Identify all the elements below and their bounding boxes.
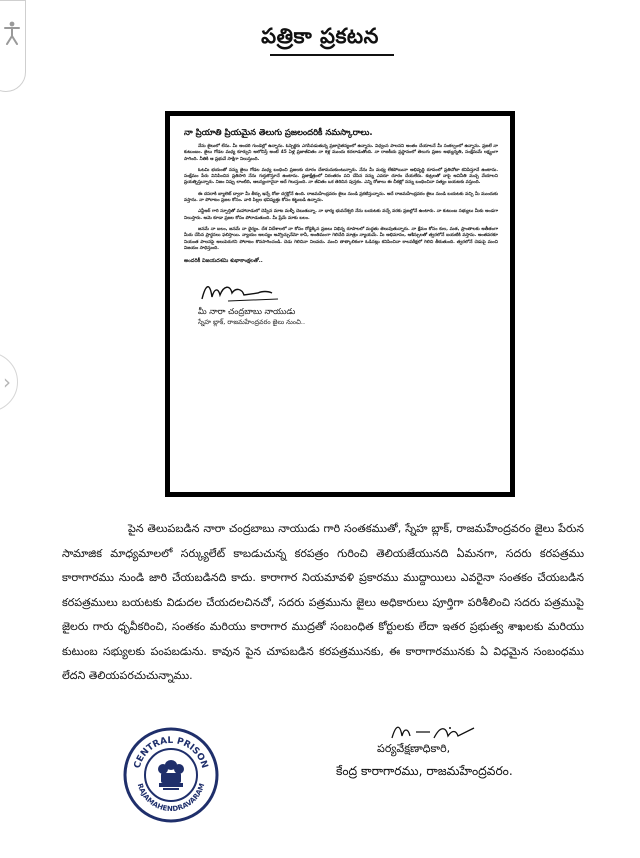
lion-emblem-icon	[158, 760, 184, 790]
letter-paragraph-4: ఎన్టీఆర్ గారి స్ఫూర్తితో మహానాడులో చెప్పిన మాట మళ్ళీ చెబుతున్నా. నా భార్య భువనేశ్వరి నేను బయటకు వచ్చే వరకు ప్రజల్లోనే ఉంటారు. నా కుటుంబ సభ్యులు మీకు అండగా నిలుస్తారు. ఆమె కూడా ప్రజల కోసం పోరాడుతుంది. మీ ప్రేమే మాకు బలం.	[184, 209, 498, 221]
letter-closing: అందరికీ విజయదశమి శుభాకాంక్షలతో..	[184, 258, 263, 265]
letter-image-box	[165, 111, 515, 497]
letter-paragraph-5: జనమే నా బలం, జనమే నా ధైర్యం. దేశ విదేశాలలో నా కోసం రోడ్డెక్కిన ప్రజలు విభిన్న రూపాలలో మద్దతు తెలుపుతున్నారు. నా క్షేమం కోసం కుల, మత, ప్రాంతాలకు అతీతంగా మీరు చేసిన ప్రార్థనలు ఫలిస్తాయి. న్యాయం ఆలస్యం అవ్వొచ్చునేమో కానీ, అంతిమంగా గెలిచేది మాత్రం న్యాయమే. మీ అభిమానం, ఆశీస్సులతో త్వరలోనే బయటికి వస్తాను. అంతవరకూ నియంత పాలనపై అలుపెరుగని పోరాటం కొనసాగించండి. చెడు గెలిచినా నిలవదు. మంచి తాత్కాలికంగా ఓడినట్లు కనిపించినా కాలపరీక్షలో గెలిచి తీరుతుంది. త్వరలోనే చెడుపై మంచి విజయం సాధిస్తుంది.	[184, 226, 498, 251]
letter-signature	[198, 279, 498, 305]
letter-salutation: నా ప్రియాతి ప్రియమైన తెలుగు ప్రజలందరికీ నమస్కారాలు.	[184, 127, 373, 137]
letter-paragraph-3: ఈ దసరాకి బ్యాలెట్ ద్వారా మీ తీర్పు ఇచ్చే రోజు దగ్గర్లోనే ఉంది. రాజమహేంద్రవరం జైలు నుండి ప్రకటిస్తున్నాను. అదే రాజమహేంద్రవరం జైలు నుండి బయటకు వచ్చి మీ ముందుకు వస్తాను. నా పోరాటం ప్రజల కోసం. వారి పిల్లల భవిష్యత్తు కోసం కట్టుబడి ఉన్నాను.	[184, 191, 498, 204]
officer-designation: పర్యవేక్షణాధికారి,	[377, 742, 451, 755]
seal-bottom-text: RAJAMAHENDRAVARAM	[135, 782, 207, 814]
notice-paragraph: పైన తెలుపబడిన నారా చంద్రబాబు నాయుడు గారి సంతకముతో, స్నేహ బ్లాక్, రాజమహేంద్రవరం జైలు పేరున సామాజిక మాధ్యమాలలో సర్క్యులేట్ కాబడుచున్న కరపత్రం గురించి తెలియజేయునది ఏమనగా, సదరు కరపత్రము కారాగారము నుండి జారి చేయబడినది కాదు. కారాగార నియమావళి ప్రకారము ముద్దాయిలు ఎవరైనా సంతకం చేయబడిన కరపత్రములు బయటకు విడుదల చేయదలచినచో, సదరు పత్రమును జైలు అధికారులు పూర్తిగా పరిశీలించి సదరు పత్రముపై జైలరు గారు ధృవీకరించి, సంతకం మరియు కారాగార ముద్రతో సంబంధిత కోర్టులకు లేదా ఇతర ప్రభుత్వ శాఖలకు మరియు కుటుంబ సభ్యులకు పంపబడును. కావున పైన చూపబడిన కరపత్రమునకు, ఈ కారాగారమునకు ఏ విధమైన సంబంధము లేదని తెలియపరచుచున్నాము.	[62, 522, 584, 682]
officer-office: కేంద్ర కారాగారము, రాజమహేంద్రవరం.	[336, 764, 513, 778]
letter-paragraph-2: ఓటమి భయంతో నన్ను జైలు గోడల మధ్య బంధించి ప్రజలకు దూరం చేశామనుకుంటున్నారు. నేను మీ మధ్య లేకపోయినా అభివృద్ధి రూపంలో ప్రతిచోటా కనిపిస్తూనే ఉంటాను. సంక్షేమం పేరు వినిపించిన ప్రతిసారి నేను గుర్తుకొస్తూనే ఉంటాను. ప్రజాక్షేత్రంలో నిరంతరం పని చేసిన నన్ను ఎవరూ దూరం చేయలేరు. కుట్రలతో నాపై అవినీతి మచ్చ వేయాలని ప్రయత్నిస్తున్నారు. నిజం నిప్పు లాంటిది, ఆలస్యంగానైనా అదే గెలుస్తుంది. నా జీవితం ఒక తెరిచిన పుస్తకం. ఎన్ని రోజులు ఈ చీకట్లో నన్ను బంధించినా సత్యం బయటకు వస్తుంది.	[184, 167, 498, 186]
expand-panel-button[interactable]	[0, 352, 18, 412]
letter-signatory-place: స్నేహ బ్లాక్, రాజమహేంద్రవరం జైలు నుంచి..	[198, 318, 305, 327]
central-prison-seal	[123, 727, 219, 823]
page-title: పత్రికా ప్రకటన	[261, 24, 379, 48]
seal-top-text: CENTRAL PRISON	[132, 735, 210, 770]
chevron-right-icon: ›	[3, 370, 11, 394]
title-underline	[270, 54, 394, 56]
letter-paragraph-1: నేను జైలులో లేను. మీ అందరి గుండెల్లో ఉన్నాను. ఓస్పెక్టరు ఎగసిపడుతున్న ప్రజాచైతన్యంలో ఉన్నాను. విధ్వంస పాలనని అంతం చేయాలనే మీ సంకల్పంలో ఉన్నాను. ప్రజలే నా కుటుంబం. జైలు గోడల మధ్య కూర్చుని ఆలోచిస్తే అంటే 45 ఏళ్ల ప్రజాజీవితం నా కళ్ల ముందు కదలాడుతోంది. నా రాజకీయ ప్రస్థానంలో తెలుగు ప్రజల అభ్యున్నతి, సంక్షేమమే లక్ష్యంగా సాగింది. నీతికి ఆ ప్రభువే సాక్షిగా నిలుస్తుంది.	[184, 144, 498, 162]
letter-signatory-name: మీ నారా చంద్రబాబు నాయుడు	[198, 306, 296, 317]
